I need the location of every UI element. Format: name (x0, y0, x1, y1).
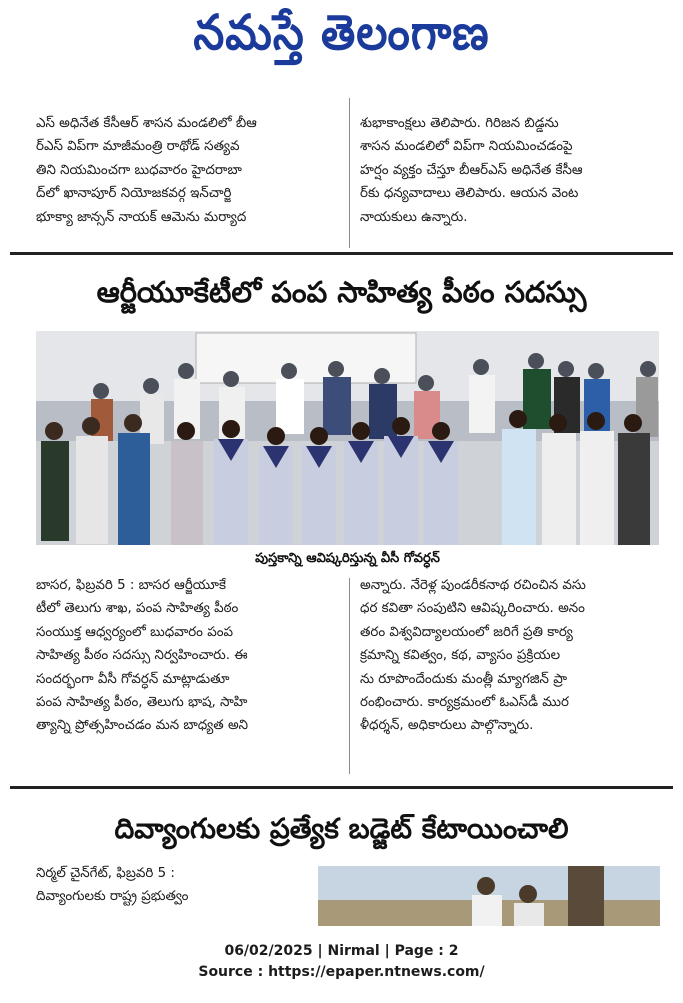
article2-headline: ఆర్జీయూకేటీలో పంప సాహిత్య పీఠం సదస్సు (96, 275, 587, 309)
text-line: ర్‌కు ధన్యవాదాలు తెలిపారు. ఆయన వెంట (360, 186, 579, 202)
section-divider (10, 252, 673, 255)
text-line: నిర్మల్ చైన్‌గేట్, ఫిబ్రవరి 5 : (36, 866, 175, 881)
text-line: హర్షం వ్యక్తం చేస్తూ బీఆర్ఎస్ అధినేత కేసీఆ (360, 162, 583, 178)
text-line: భూక్యా జాన్సన్ నాయక్ ఆమెను మర్యాద (36, 209, 247, 225)
article2-right-column (360, 574, 660, 738)
text-line: శుభాకాంక్షలు తెలిపారు. గిరిజన బిడ్డను (360, 116, 559, 131)
newspaper-title: నమస్తే తెలంగాణ (193, 4, 490, 61)
text-line: సందర్భంగా వీసీ గోవర్ధన్ మాట్లాడుతూ (36, 671, 230, 687)
text-line: అన్నారు. నేరెళ్ల పుండరీకనాథ రచించిన వసు (360, 578, 586, 593)
masthead (0, 0, 683, 78)
text-line: తరం విశ్వవిద్యాలయంలో జరిగే ప్రతి కార్య (360, 624, 573, 640)
text-line: ద్‌లో ఖానాపూర్ నియోజకవర్గ ఇన్‌చార్జి (36, 186, 232, 202)
article3-headline: దివ్యాంగులకు ప్రత్యేక బడ్జెట్ కేటాయించాలి (114, 812, 569, 845)
column-divider (349, 578, 350, 774)
article3-photo (318, 866, 660, 926)
text-line: ర్ఎస్ విప్‌గా మాజీమంత్రి రాథోడ్ సత్యవ (36, 139, 240, 155)
footer-source: Source : https://epaper.ntnews.com/ (198, 964, 485, 980)
text-line: నాయకులు ఉన్నారు. (360, 209, 468, 225)
section-divider (10, 786, 673, 789)
text-line: ను రూపొందేందుకు మంత్లీ మ్యాగజిన్ ప్రా (360, 671, 567, 687)
article2-photo (36, 331, 659, 545)
text-line: తిని నియమించగా బుధవారం హైదరాబా (36, 162, 242, 178)
column-divider (349, 98, 350, 248)
outdoor-photo-illustration (318, 866, 660, 926)
text-line: ళీధర్శన్, అధికారులు పాల్గొన్నారు. (360, 718, 534, 734)
article3-left-column (36, 862, 306, 909)
event-photo-illustration (36, 331, 659, 545)
text-line: సాహిత్య పీఠం సదస్సు నిర్వహించారు. ఈ (36, 648, 248, 664)
text-line: సంయుక్త ఆధ్వర్యంలో బుధవారం పంప (36, 624, 234, 640)
text-line: బాసర, ఫిబ్రవరి 5 : బాసర ఆర్జీయూకే (36, 578, 227, 593)
text-line: రంభించారు. కార్యక్రమంలో ఓఎస్‌డీ ముర (360, 695, 569, 711)
article1-right-column (360, 112, 660, 229)
text-line: ధర కవితా సంపుటిని ఆవిష్కరించారు. అనం (360, 601, 585, 617)
article1-left-column (36, 112, 336, 229)
text-line: టీలో తెలుగు శాఖ, పంప సాహిత్య పీఠం (36, 601, 239, 617)
photo-caption: పుస్తకాన్ని ఆవిష్కరిస్తున్న వీసీ గోవర్ధన్ (255, 551, 440, 566)
text-line: శాసన మండలిలో విప్‌గా నియమించడంపై (360, 139, 573, 155)
article2-left-column (36, 574, 336, 738)
footer-date-edition: 06/02/2025 | Nirmal | Page : 2 (224, 943, 459, 959)
text-line: పంప సాహిత్య పీఠం, తెలుగు భాష, సాహి (36, 695, 248, 711)
text-line: దివ్యాంగులకు రాష్ట్ర ప్రభుత్వం (36, 889, 189, 905)
text-line: క్రమాన్ని కవిత్వం, కథ, వ్యాసం ప్రక్రియల (360, 648, 561, 664)
text-line: ఎస్ అధినేత కేసీఆర్ శాసన మండలిలో బీఆ (36, 116, 257, 131)
text-line: త్యాన్ని ప్రోత్సహించడం మన బాధ్యత అని (36, 718, 249, 734)
